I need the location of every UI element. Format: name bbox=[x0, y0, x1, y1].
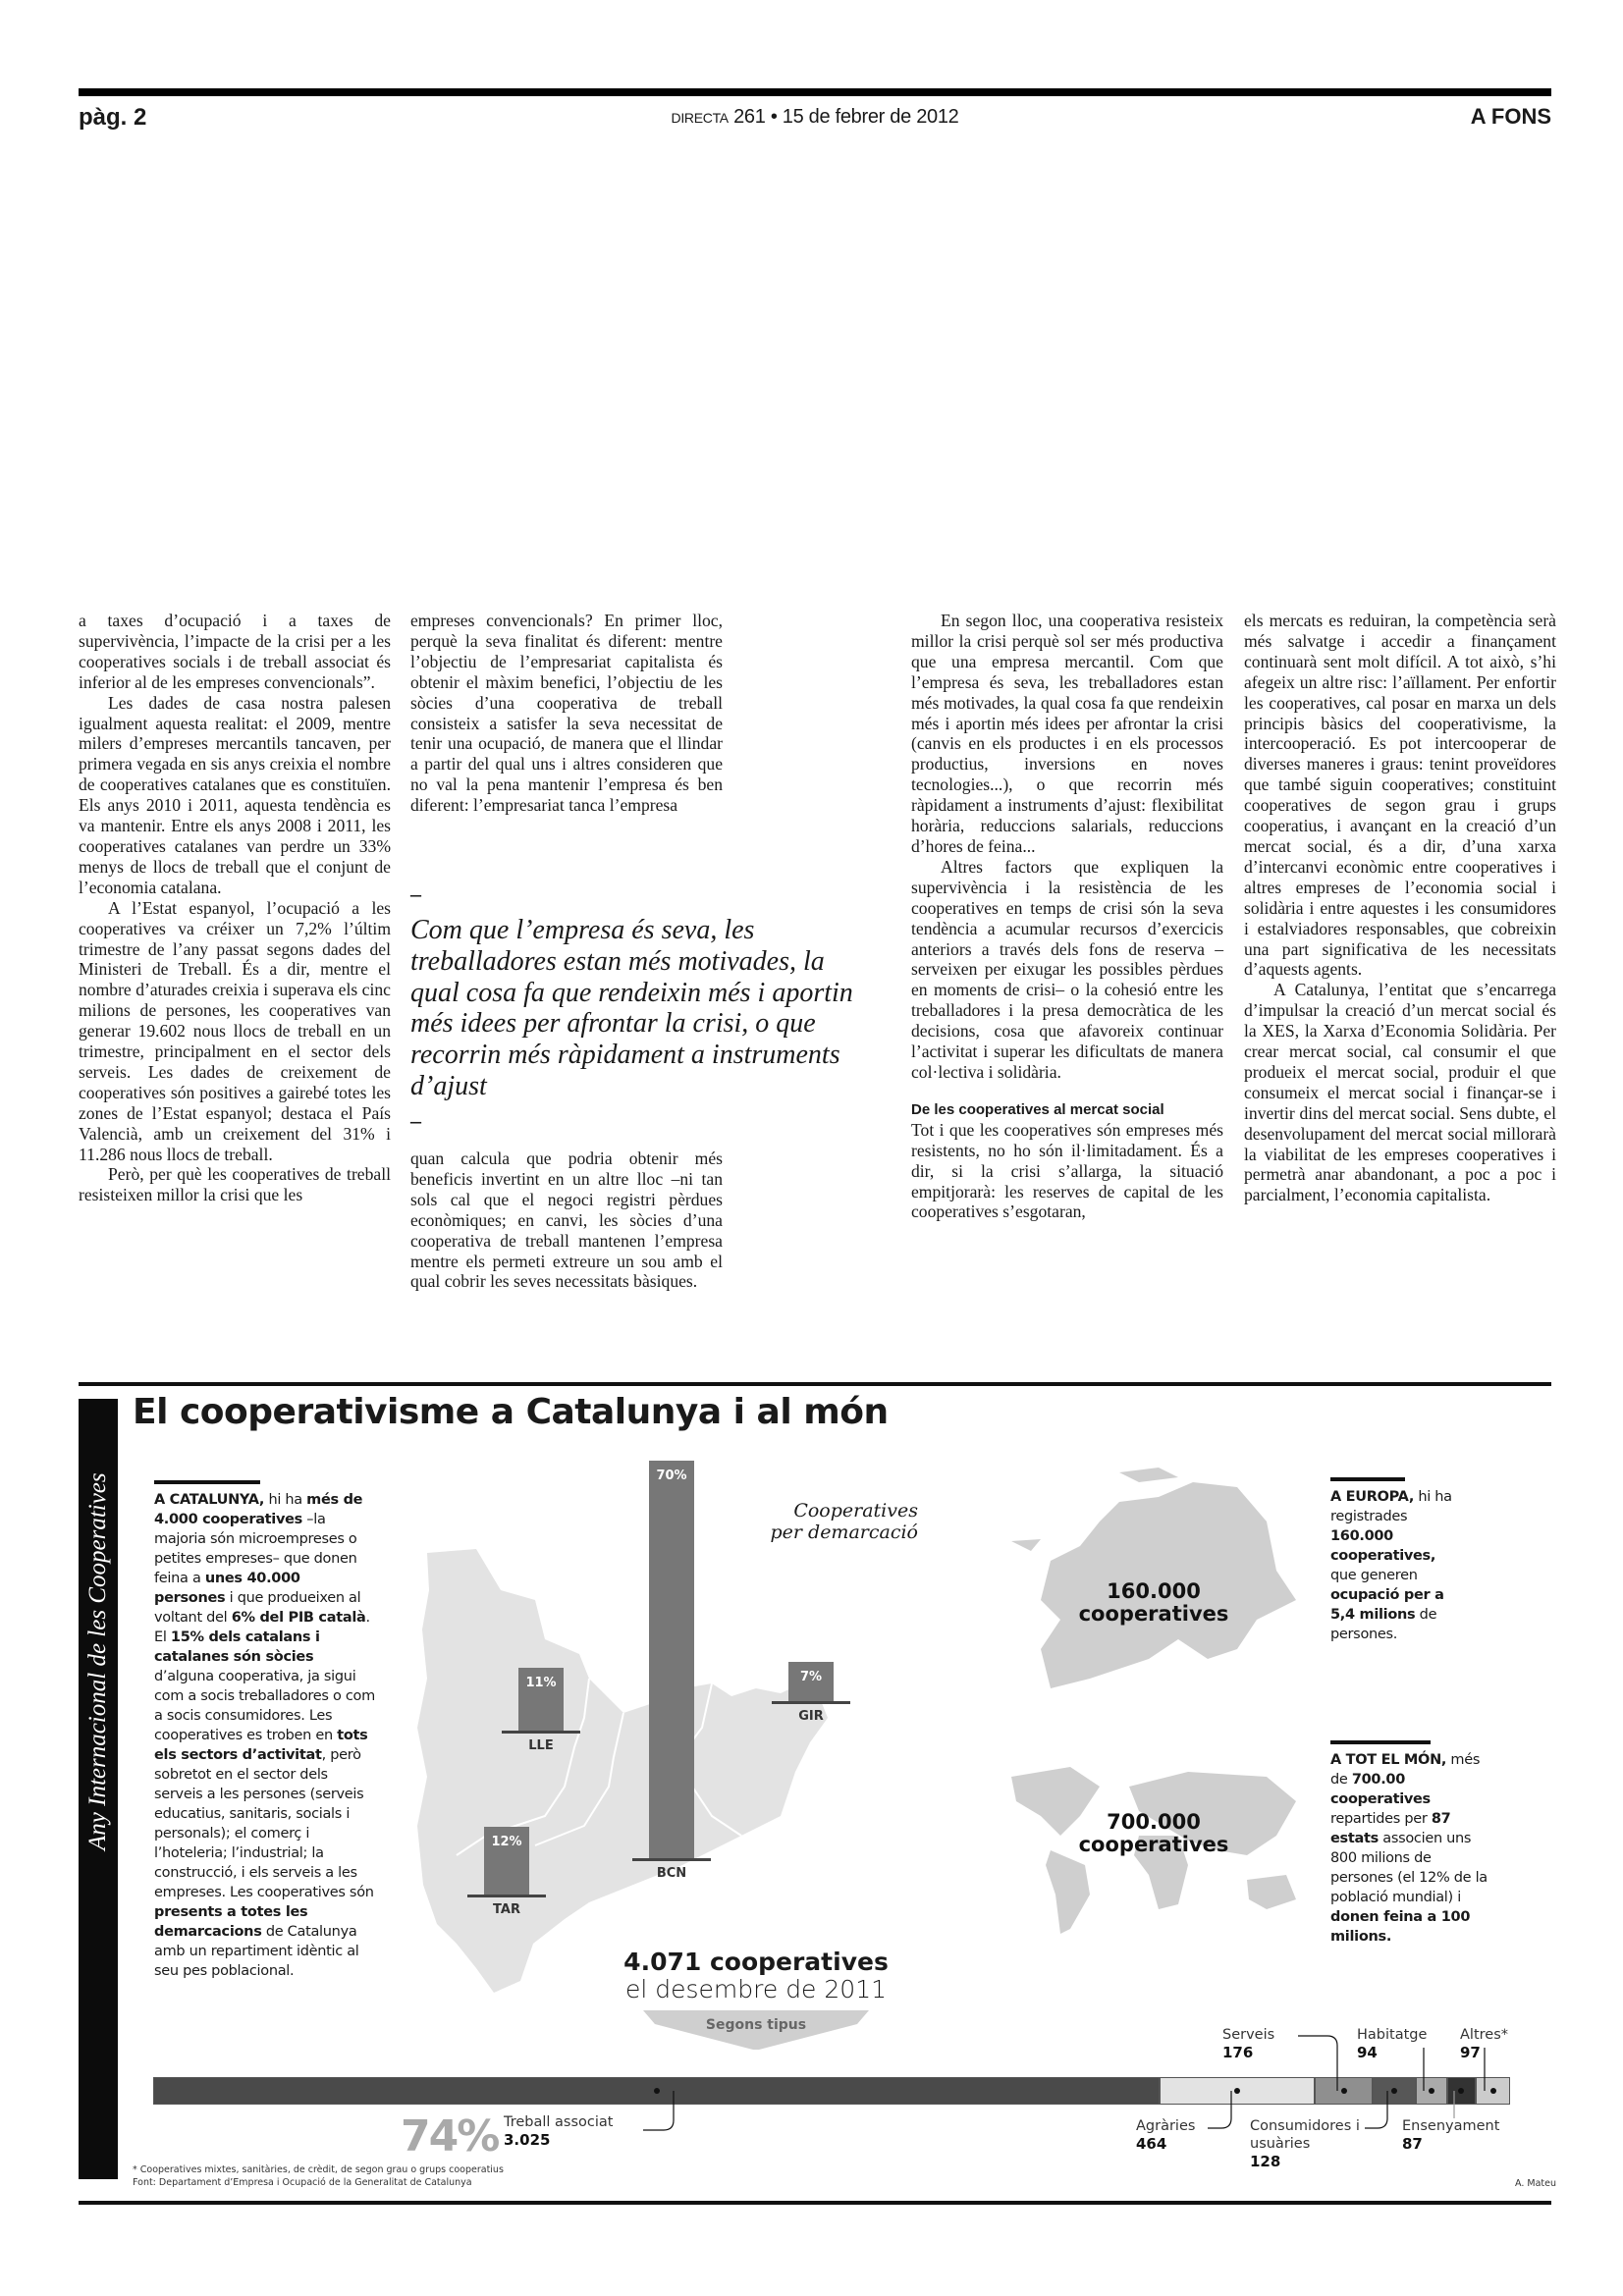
side-label: Any Internacional de les Cooperatives bbox=[84, 1472, 111, 1850]
paragraph: a taxes d’ocupació i a taxes de supervivència, l’impacte de la crisi per a les cooperatives socials i de treball associat és inferior al de les empreses convencionals”. bbox=[79, 611, 391, 692]
info-box-lead: A TOT EL MÓN, bbox=[1330, 1752, 1447, 1768]
paragraph: Altres factors que expliquen la supervivència i la resistència de les cooperatives en temps de crisi són la seva tendència a acumular recursos d’exercicis anteriors a través dels fons de reserva –serveixen per eixugar les possibles pèrdues en moments de crisi– o la cohesió entre les treballadores i la presa democràtica de les decisions, cosa que afavoreix continuar l’activitat i superar les dificultats de manera col·lectiva i solidària. bbox=[911, 856, 1223, 1082]
paragraph: A Catalunya, l’entitat que s’encarrega d’impulsar la creació d’un mercat social és la XES, la Xarxa d’Economia Solidària. Per crear mercat social, cal consumir el que produeix el mercat social, produir el que consumeix el mercat social i finançar-se i invertir dins del mercat social. Sens dubte, el desenvolupament del mercat social millorarà la viabilitat de les empreses cooperatives i permetrà anar abandonant, a poc a poc i parcialment, l’economia capitalista. bbox=[1244, 980, 1556, 1205]
section-name: A FONS bbox=[1470, 104, 1551, 129]
region-label-gir: GIR bbox=[798, 1709, 824, 1724]
region-bar-tar: 12% bbox=[484, 1827, 529, 1895]
paragraph: quan calcula que podria obtenir més beneficis invertint en un altre lloc –ni tan sols cal que el negoci registri pèrdues econòmiques; en canvi, les sòcies d’una cooperativa de treball mantenen l’empresa mentre els permeti extreure un sou amb el qual cobrir les seves necessitats bàsiques. bbox=[410, 1148, 723, 1292]
type-label: Serveis 176 bbox=[1222, 2027, 1275, 2061]
paragraph: A l’Estat espanyol, l’ocupació a les cooperatives va créixer un 7,2% l’últim trimestre de l’any passat segons dades del Ministeri de Treball. És a dir, mentre el nombre d’aturades creixia i superava els cinc milions de persones, les cooperatives van generar 19.602 nous llocs de treball en un trimestre, principalment en el sector dels serveis. Les dades de creixement de cooperatives són positives a gairebé totes les zones de l’Estat espanyol; destaca el País Valencià, amb un creixement del 31% i 11.286 nous llocs de treball. bbox=[79, 897, 391, 1164]
paragraph: Tot i que les cooperatives són empreses més resistents, no ho són il·limitadament. És a dir, si la crisi s’allarga, la situació empitjorarà: les reserves de capital de les cooperatives s’esgotaran, bbox=[911, 1119, 1223, 1222]
source-note: Font: Departament d’Empresa i Ocupació de la Generalitat de Catalunya bbox=[133, 2177, 472, 2188]
info-box-text: més de bbox=[1330, 1752, 1481, 1788]
info-box-text: hi ha bbox=[264, 1492, 307, 1508]
world-map-label: 700.000 cooperatives bbox=[1078, 1810, 1229, 1856]
issue-date: 261 • 15 de febrer de 2012 bbox=[733, 106, 959, 128]
info-box-text: –la majoria són microempreses o petites empreses– que donen feina a bbox=[154, 1512, 357, 1586]
paragraph: Però, per què les cooperatives de treball resisteixen millor la crisi que les bbox=[79, 1164, 391, 1205]
info-box-text: repartides per bbox=[1330, 1811, 1432, 1827]
info-box-text: 15% dels catalans i catalanes són sòcies bbox=[154, 1629, 320, 1665]
region-bar-gir: 7% bbox=[788, 1662, 834, 1702]
info-box-text: , però sobretot en el sector dels serveis a les persones (serveis educatius, sanitaris, socials i personals); el comerç i l’hoteleria; l’industrial; la construcció, i els serveis a les empreses. Les cooperatives són bbox=[154, 1747, 374, 1900]
region-label-lle: LLE bbox=[528, 1738, 554, 1753]
demarcacio-title: Cooperatives per demarcació bbox=[770, 1500, 918, 1543]
bottom-rule bbox=[79, 2201, 1551, 2205]
info-box-text: 6% del PIB català bbox=[231, 1610, 366, 1626]
pull-quote-text: Com que l’empresa és seva, les treballadores estan més motivades, la qual cosa fa que rendeixin més i aportin més idees per afrontar la crisi, o que recorrin més ràpidament a instruments d’ajust bbox=[410, 915, 853, 1101]
info-box-text: i que produeixen al voltant del bbox=[154, 1590, 361, 1626]
paragraph: empreses convencionals? En primer lloc, perquè la seva finalitat és diferent: mentre l’objectiu de l’empresariat capitalista és obtenir el màxim benefici, l’objectiu de les sòcies d’una cooperativa de treball consisteix a satisfer la seva necessitat de tenir una ocupació, de manera que el llindar a partir del qual uns i altres consideren que no val la pena mantenir l’empresa és ben diferent: l’empresariat tanca l’empresa bbox=[410, 611, 723, 816]
treball-associat-percent: 74% bbox=[401, 2111, 499, 2162]
graphic-credit: A. Mateu bbox=[1515, 2178, 1556, 2189]
page-number: pàg. 2 bbox=[79, 104, 147, 131]
footnote: * Cooperatives mixtes, sanitàries, de crèdit, de segon grau o grups cooperatius Font: Departament d’Empresa i Ocupació de la Generalitat de Catalunya bbox=[133, 2164, 504, 2188]
total-date: el desembre de 2011 bbox=[624, 1975, 888, 2003]
info-box-text: 87 estats bbox=[1330, 1811, 1451, 1846]
info-box-text: unes 40.000 persones bbox=[154, 1571, 300, 1606]
info-box-text: que generen bbox=[1330, 1568, 1418, 1583]
paragraph: En segon lloc, una cooperativa resisteix millor la crisi perquè sol ser més productiva que una empresa mercantil. Com que l’empresa és seva, les treballadores estan més motivades, la qual cosa fa que rendeixin més i aportin més idees per afrontar la crisi (canvis en els productes i en els processos productius, inversions en noves tecnologies...), o que recorrin més ràpidament a instruments d’ajust: flexibilitat horària, reduccions salarials, reduccions d’hores de feina... bbox=[911, 611, 1223, 856]
total-number: 4.071 cooperatives bbox=[623, 1948, 889, 1976]
segons-tipus-label: Segons tipus bbox=[705, 2017, 807, 2033]
info-box-text: tots els sectors d’activitat bbox=[154, 1728, 368, 1763]
region-bar-bcn: 70% bbox=[649, 1461, 694, 1858]
info-box-text: ocupació per a 5,4 milions bbox=[1330, 1587, 1444, 1623]
info-box-text: d’alguna cooperativa, ja sigui com a socis treballadores o com a socis consumidores. Les cooperatives es troben en bbox=[154, 1669, 375, 1743]
info-box-lead: A CATALUNYA, bbox=[154, 1492, 265, 1508]
paragraph: els mercats es reduiran, la competència serà més salvatge i accedir a finançament continuarà sent molt difícil. A tot això, s’hi afegeix un altre risc: l’aïllament. Per enfortir les cooperatives, cal posar en marxa un dels principis bàsics del cooperativisme, la intercooperació. Es pot intercooperar de diverses maneres i graus: tenint proveïdores que també siguin cooperatives; constituint cooperatives de segon grau i grups cooperatius, i avançant en la creació d’un mercat social, és a dir, d’una xarxa d’intercanvi econòmic entre cooperatives i altres empreses de l’economia social i solidària i entre aquestes i les consumidores i estalviadores responsables, que cobreixin una part significativa de les necessitats d’aquests agents. bbox=[1244, 611, 1556, 980]
pull-quote-dash-top: – bbox=[410, 881, 421, 906]
info-box-text: més de 4.000 cooperatives bbox=[154, 1492, 363, 1527]
info-box-text: hi ha registrades bbox=[1330, 1489, 1452, 1524]
paragraph: Les dades de casa nostra palesen igualment aquesta realitat: el 2009, mentre milers d’empreses mercantils tancaven, per primera vegada en sis anys creixia el nombre de cooperatives catalanes que es constituïen. Els anys 2010 i 2011, aquesta tendència es va mantenir. Entre els anys 2008 i 2011, les cooperatives catalanes van perdre un 33% menys de llocs de treball que el conjunt de l’economia catalana. bbox=[79, 692, 391, 897]
info-box-text: associen uns 800 milions de persones (el 12% de la població mundial) i bbox=[1330, 1831, 1488, 1905]
pull-quote-dash-bottom: – bbox=[410, 1107, 421, 1133]
info-box-text: donen feina a 100 milions. bbox=[1330, 1909, 1471, 1945]
type-label: Habitatge 94 bbox=[1357, 2027, 1428, 2061]
region-label-tar: TAR bbox=[493, 1902, 520, 1917]
info-box-text: . El bbox=[154, 1610, 370, 1645]
subheading: De les cooperatives al mercat social bbox=[911, 1100, 1164, 1118]
type-label: Treball associat 3.025 bbox=[504, 2114, 614, 2149]
info-box-text: de Catalunya amb un repartiment idèntic al seu pes poblacional. bbox=[154, 1924, 359, 1979]
info-box-text: 160.000 cooperatives, bbox=[1330, 1528, 1436, 1564]
info-box-lead: A EUROPA, bbox=[1330, 1489, 1415, 1505]
type-label: Altres* 97 bbox=[1460, 2027, 1509, 2061]
region-bar-lle: 11% bbox=[518, 1668, 564, 1731]
publication-name: DIRECTA bbox=[671, 110, 729, 126]
region-label-bcn: BCN bbox=[656, 1866, 687, 1881]
info-box-text: 700.00 cooperatives bbox=[1330, 1772, 1431, 1807]
info-box-text: presents a totes les demarcacions bbox=[154, 1904, 308, 1940]
infographic-title: El cooperativisme a Catalunya i al món bbox=[133, 1392, 889, 1432]
info-box-text: de persones. bbox=[1330, 1607, 1437, 1642]
type-label: Agràries 464 bbox=[1136, 2118, 1196, 2153]
europe-map-label: 160.000 cooperatives bbox=[1078, 1579, 1229, 1626]
type-label: Consumidores i usuàries 128 bbox=[1250, 2118, 1360, 2170]
type-label: Ensenyament 87 bbox=[1402, 2118, 1500, 2153]
